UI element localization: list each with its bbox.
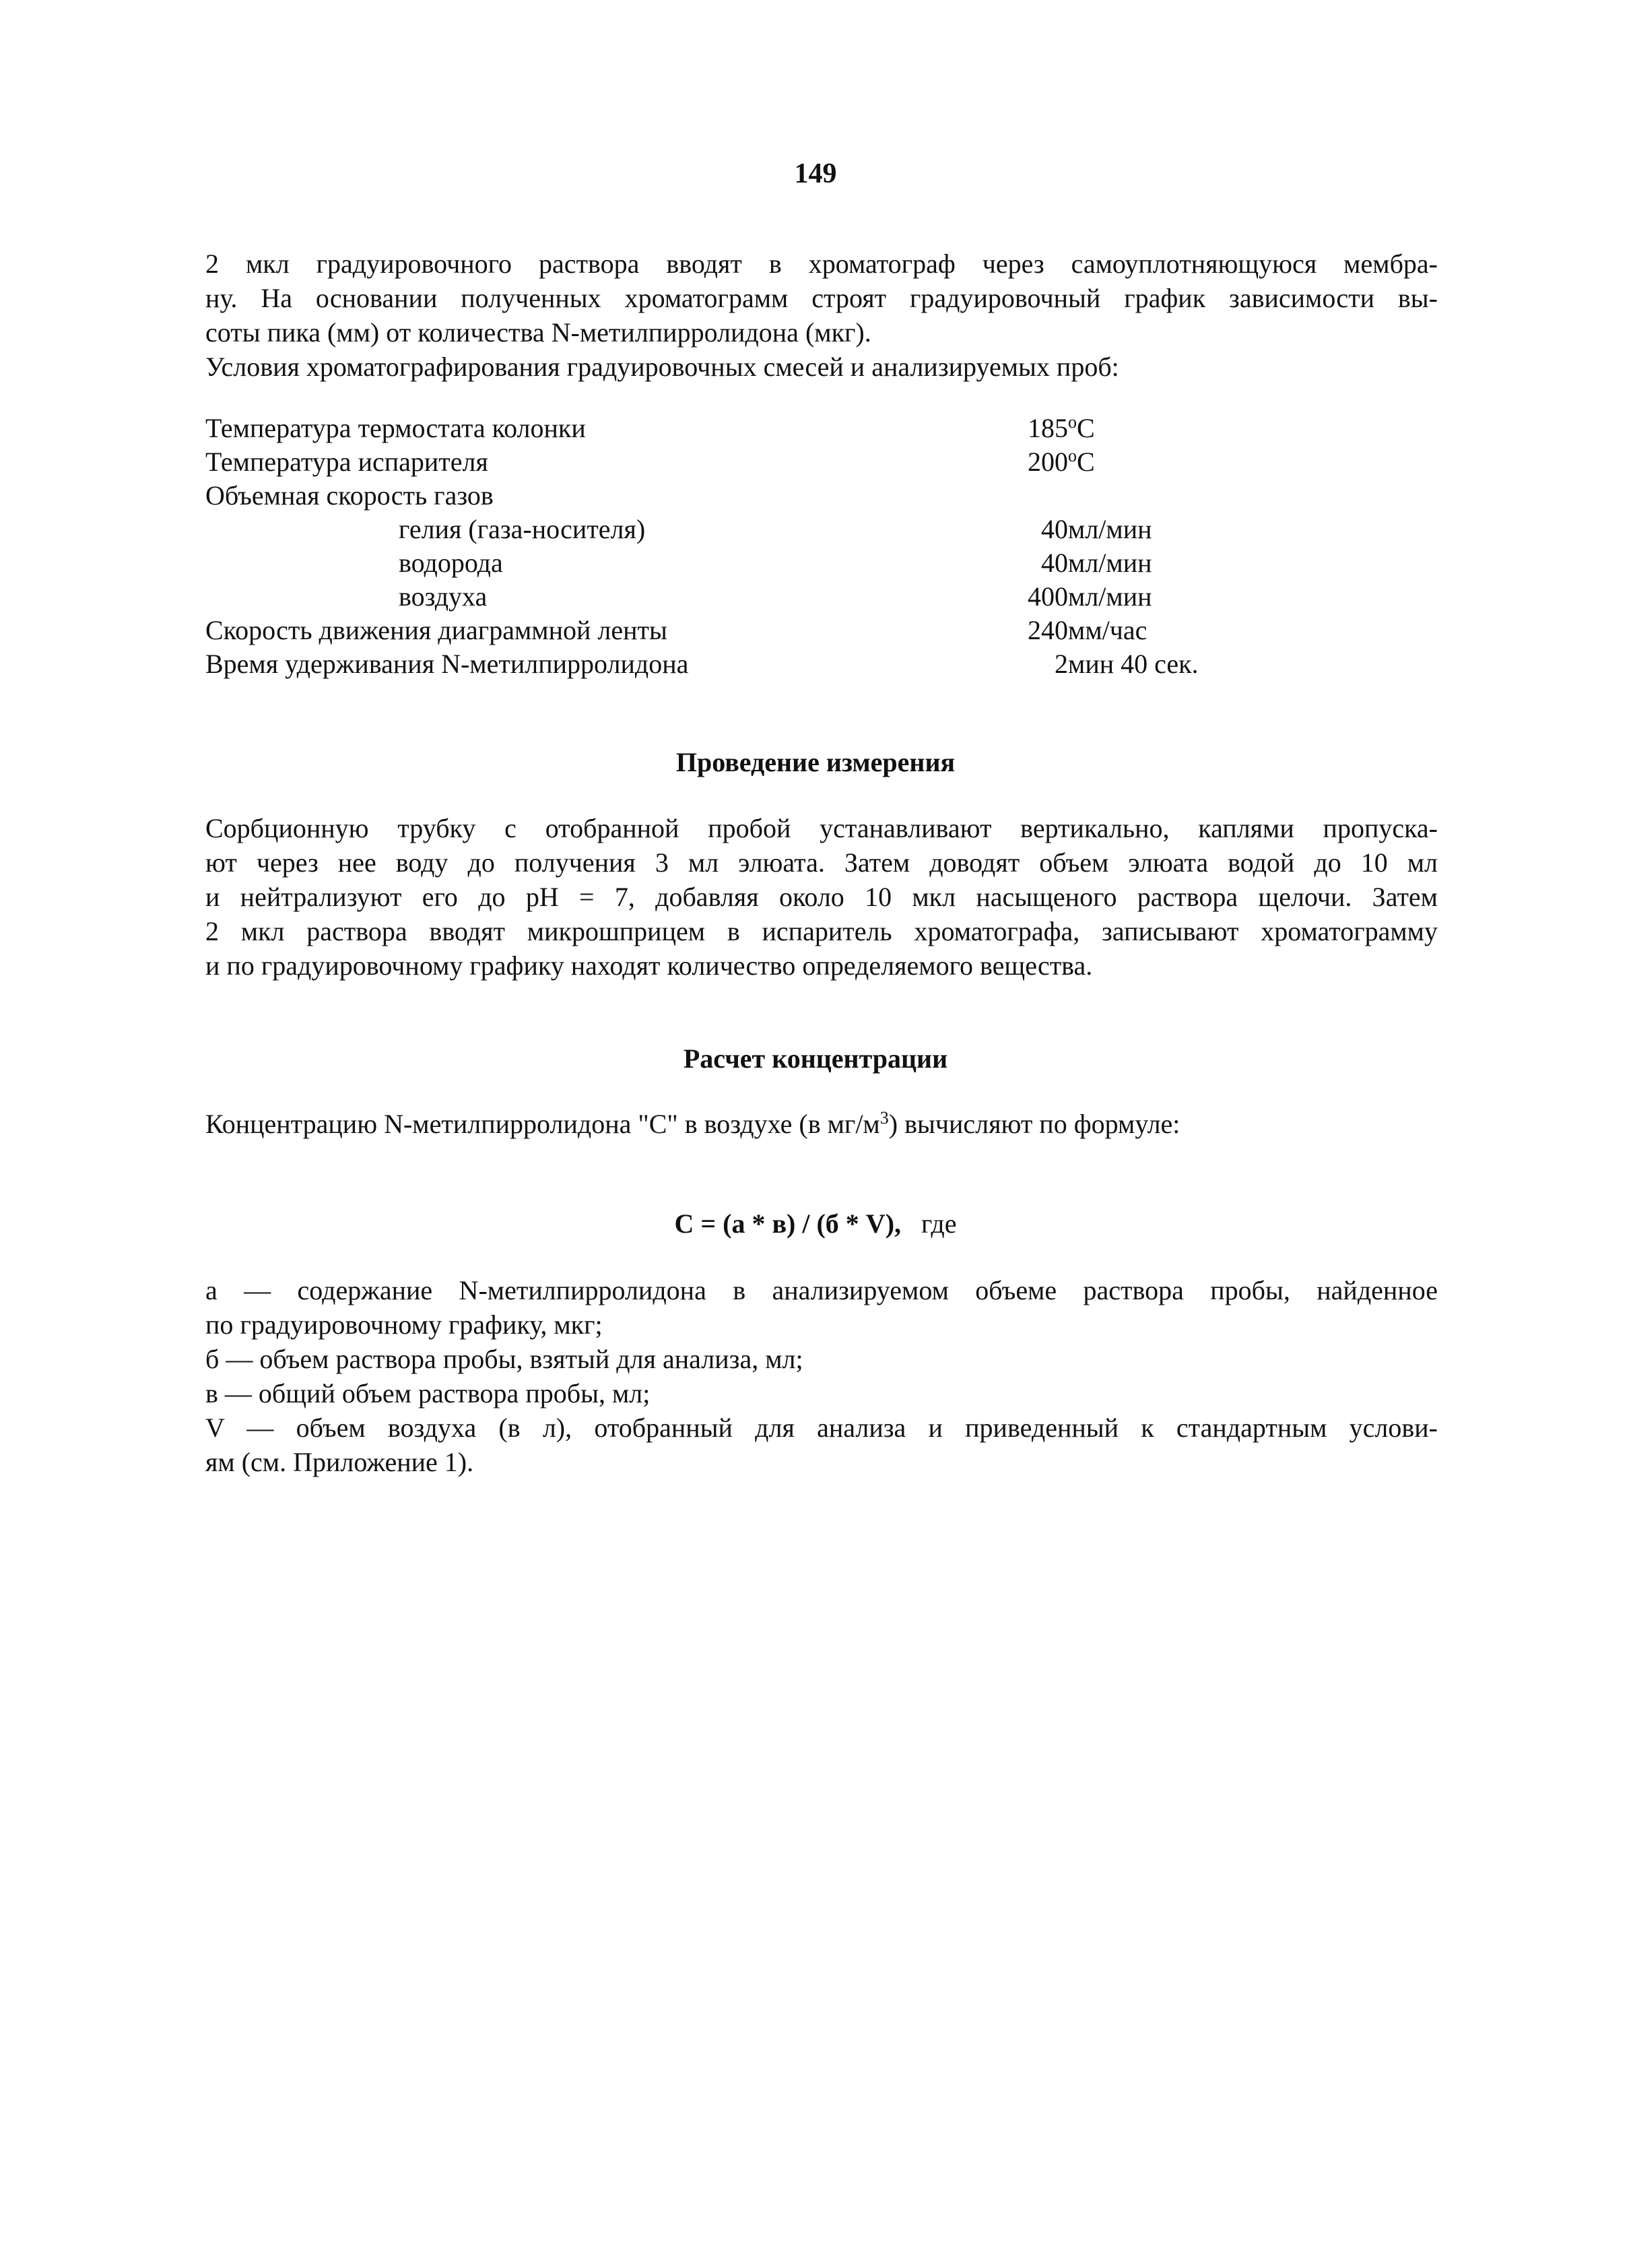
- intro-line: ну. На основании полученных хроматограмм строят градуировочный график зависимости вы-: [205, 283, 1438, 313]
- condition-value: [970, 478, 1068, 512]
- definition-line: по градуировочному графику, мкг;: [205, 1309, 603, 1340]
- measurement-line: и по градуировочному графику находят количество определяемого вещества.: [205, 950, 1093, 981]
- conditions-heading: Условия хроматографирования градуировочных смесей и анализируемых проб:: [205, 352, 1119, 382]
- formula-suffix: где: [921, 1208, 957, 1239]
- calculation-heading: Расчет концентрации: [683, 1043, 948, 1074]
- condition-unit: мм/час: [1068, 614, 1147, 645]
- condition-value: 200: [1028, 446, 1068, 477]
- condition-unit: $^о$С: [1068, 445, 1095, 477]
- definition-line: б — объем раствора пробы, взятый для анализа, мл;: [205, 1344, 803, 1374]
- table-row: [205, 478, 1270, 512]
- condition-value: 2: [1055, 648, 1068, 679]
- condition-unit: мл/мин: [1068, 513, 1152, 544]
- definitions-list: [205, 1273, 1438, 1479]
- intro-paragraph: [205, 247, 1438, 384]
- degree-sup: о: [1068, 445, 1077, 465]
- table-row: [205, 613, 1270, 647]
- condition-value: 40: [1041, 547, 1068, 578]
- definition-line: в — общий объем раствора пробы, мл;: [205, 1378, 651, 1408]
- definition-line: ям (см. Приложение 1).: [205, 1447, 474, 1477]
- measurement-line: Сорбционную трубку с отобранной пробой устанавливают вертикально, каплями пропуска-: [205, 813, 1438, 843]
- definition-line: V — объем воздуха (в л), отобранный для анализа и приведенный к стандартным услови-: [205, 1413, 1438, 1443]
- condition-unit: [1068, 478, 1270, 512]
- condition-value: 185: [1028, 412, 1068, 443]
- condition-name: гелия (газа-носителя): [399, 513, 646, 544]
- page-number: 149: [794, 158, 837, 189]
- formula-expression: С = (а * в) / (б * V),: [674, 1208, 902, 1239]
- table-row: [205, 647, 1270, 680]
- condition-name: воздуха: [399, 581, 488, 612]
- condition-unit: $^о$С: [1068, 412, 1095, 443]
- condition-name: Температура испарителя: [205, 446, 488, 477]
- condition-value: 400: [1028, 581, 1068, 612]
- conditions-table: [205, 411, 1270, 680]
- table-row: [205, 512, 1270, 546]
- condition-unit: мин 40 сек.: [1068, 648, 1199, 679]
- condition-unit: мл/мин: [1068, 547, 1152, 578]
- condition-name: Температура термостата колонки: [205, 412, 586, 443]
- intro-line: соты пика (мм) от количества N-метилпирролидона (мкг).: [205, 317, 871, 348]
- condition-name: Скорость движения диаграммной ленты: [205, 614, 667, 645]
- measurement-paragraph: [205, 811, 1438, 983]
- table-row: [205, 411, 1270, 445]
- condition-name: водорода: [399, 547, 503, 578]
- condition-name: Время удерживания N-метилпирролидона: [205, 648, 689, 679]
- measurement-line: 2 мкл раствора вводят микрошприцем в испаритель хроматографа, записывают хроматограмму: [205, 916, 1438, 946]
- concentration-formula: [0, 1208, 1631, 1239]
- condition-value: 240: [1028, 614, 1068, 645]
- condition-value: 40: [1041, 513, 1068, 544]
- cubic-sup: 3: [879, 1108, 889, 1128]
- table-row: [205, 546, 1270, 579]
- calculation-intro: Концентрацию N-метилпирролидона "С" в воздухе (в $мг/м^3$) вычисляют по формуле:: [205, 1108, 1180, 1139]
- intro-line: 2 мкл градуировочного раствора вводят в хроматограф через самоуплотняющуюся мембра-: [205, 249, 1438, 279]
- degree-sup: о: [1068, 412, 1077, 432]
- condition-name: Объемная скорость газов: [205, 480, 494, 511]
- measurement-line: и нейтрализуют его до pH = 7, добавляя около 10 мкл насыщеного раствора щелочи. Затем: [205, 882, 1438, 912]
- definition-line: а — содержание N-метилпирролидона в анализируемом объеме раствора пробы, найденное: [205, 1275, 1438, 1305]
- measurement-line: ют через нее воду до получения 3 мл элюата. Затем доводят объем элюата водой до 10 мл: [205, 847, 1438, 878]
- condition-unit: мл/мин: [1068, 581, 1152, 612]
- table-row: [205, 445, 1270, 478]
- measurement-heading: Проведение измерения: [675, 747, 956, 777]
- table-row: [205, 579, 1270, 613]
